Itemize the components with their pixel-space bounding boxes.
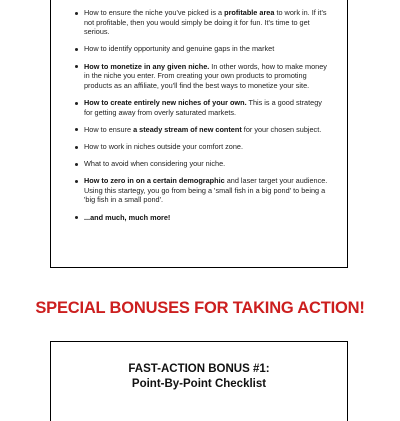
benefit-bold-text: a steady stream of new content xyxy=(133,124,242,134)
bonus-subtitle: Point-By-Point Checklist xyxy=(131,378,267,390)
benefit-item xyxy=(75,62,329,91)
benefit-text: How to ensure the niche you've picked is a xyxy=(84,8,225,17)
benefit-text: In other words, how to make money in the niche you enter. From creating your own products to promoting products as an affiliate, you'll find the best ways to monetize your site. xyxy=(84,61,327,90)
benefit-item xyxy=(75,8,329,37)
bonus-box xyxy=(50,341,348,421)
benefit-text: to work in. If it's not profitable, then you would simply be doing it for fun. It's time to get serious. xyxy=(84,8,327,37)
benefit-item xyxy=(75,125,329,135)
benefit-text: How to identify opportunity and genuine gaps in the market xyxy=(84,44,275,54)
benefit-text: How to work in niches outside your comfort zone. xyxy=(84,141,243,151)
benefit-text: for your chosen subject. xyxy=(241,124,322,134)
benefit-item xyxy=(75,142,329,152)
benefit-item xyxy=(75,159,329,169)
benefits-box xyxy=(50,0,348,268)
benefit-text: This is a good strategy for getting away from overly saturated markets. xyxy=(84,97,322,117)
benefit-bold-text: profitable area xyxy=(224,8,275,17)
special-bonuses-heading: SPECIAL BONUSES FOR TAKING ACTION! xyxy=(35,299,365,317)
benefit-text: and laser target your audience. Using this startegy, you go from being a 'small fish in a big pond' to being a 'big fish in a small pond'. xyxy=(84,176,328,205)
benefit-bold-text: How to zero in on a certain demographic xyxy=(84,176,225,186)
benefit-bold-text: ...and much, much more! xyxy=(84,212,171,222)
benefit-item xyxy=(75,176,329,205)
bonus-title: FAST-ACTION BONUS #1: xyxy=(128,363,270,375)
benefits-list xyxy=(75,8,329,222)
benefit-bold-text: How to create entirely new niches of your own. xyxy=(84,97,247,107)
benefit-text: How to ensure xyxy=(84,124,134,134)
benefit-text: What to avoid when considering your niche. xyxy=(84,159,226,169)
benefit-item xyxy=(75,98,329,117)
benefit-item xyxy=(75,44,329,54)
benefit-bold-text: How to monetize in any given niche. xyxy=(84,61,210,71)
benefit-item xyxy=(75,213,329,223)
